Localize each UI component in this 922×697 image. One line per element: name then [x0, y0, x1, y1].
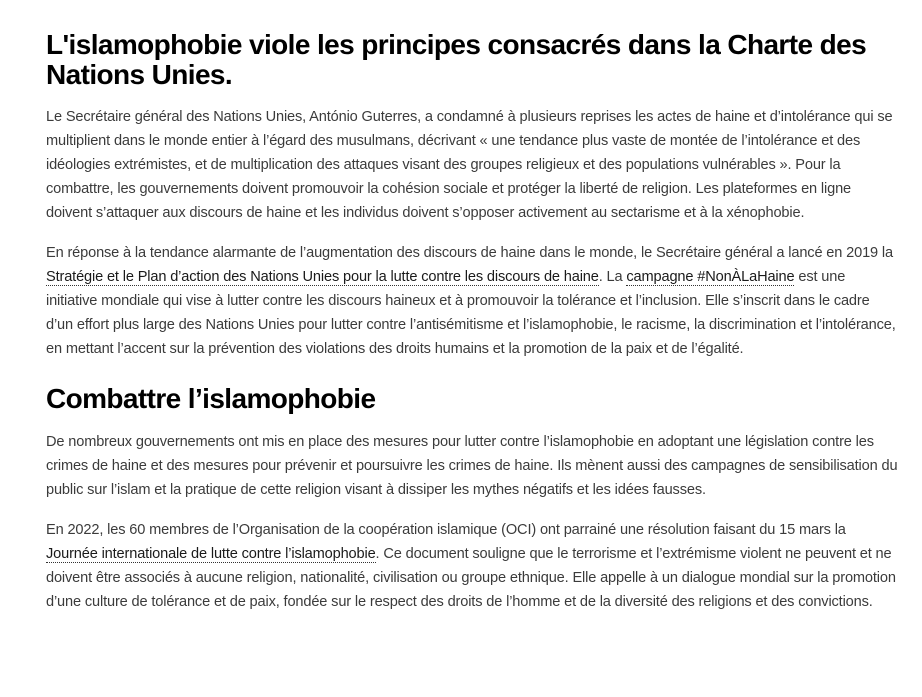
article-content [46, 0, 898, 630]
international-day-link[interactable]: Journée internationale de lutte contre l’islamophobie [46, 546, 376, 562]
page-title: L'islamophobie viole les principes consacrés dans la Charte des Nations Unies. [46, 29, 867, 90]
paragraph-strategy [46, 241, 898, 361]
paragraph-text: En réponse à la tendance alarmante de l’augmentation des discours de haine dans le monde, le Secrétaire général a lancé en 2019 la [46, 245, 893, 261]
paragraph-text: . La [598, 269, 627, 285]
strategy-link[interactable]: Stratégie et le Plan d’action des Nations Unies pour la lutte contre les discours de haine [46, 269, 599, 285]
paragraph-guterres: Le Secrétaire général des Nations Unies, António Guterres, a condamné à plusieurs reprises les actes de haine et d’intolérance qui se multiplient dans le monde entier à l’égard des musulmans, décrivant « une tendance plus vaste de montée de l’intolérance et des idéologies extrémistes, et de multiplication des attaques visant des groupes religieux et des populations vulnérables ». Pour la combattre, les gouvernements doivent promouvoir la cohésion sociale et protéger la liberté de religion. Les plateformes en ligne doivent s’attaquer aux discours de haine et les individus doivent s’opposer activement au sectarisme et à la xénophobie. [46, 109, 893, 221]
section-heading: Combattre l’islamophobie [46, 383, 376, 414]
paragraph-text: est une initiative mondiale qui vise à lutter contre les discours haineux et à promouvoir la tolérance et l’inclusion. Elle s’inscrit dans le cadre d’un effort plus large des Nations Unies pour lutter contre l’antisémitisme et l’islamophobie, le racisme, la discrimination et l’intolérance, en mettant l’accent sur la prévention des violations des droits humains et la promotion de la paix et de l’égalité. [46, 269, 896, 357]
campaign-link[interactable]: campagne #NonÀLaHaine [626, 269, 795, 285]
paragraph-text: En 2022, les 60 membres de l’Organisation de la coopération islamique (OCI) ont parrainé une résolution faisant du 15 mars la [46, 522, 846, 538]
paragraph-governments: De nombreux gouvernements ont mis en place des mesures pour lutter contre l’islamophobie en adoptant une législation contre les crimes de haine et des mesures pour prévenir et poursuivre les crimes de haine. Ils mènent aussi des campagnes de sensibilisation du public sur l’islam et la pratique de cette religion visant à dissiper les mythes négatifs et les idées fausses. [46, 434, 898, 498]
paragraph-text: . Ce document souligne que le terrorisme et l’extrémisme violent ne peuvent et ne doivent être associés à aucune religion, nationalité, civilisation ou groupe ethnique. Elle appelle à un dialogue mondial sur la promotion d’une culture de tolérance et de paix, fondée sur le respect des droits de l’homme et de la diversité des religions et des convictions. [46, 546, 896, 610]
paragraph-oic [46, 518, 898, 614]
